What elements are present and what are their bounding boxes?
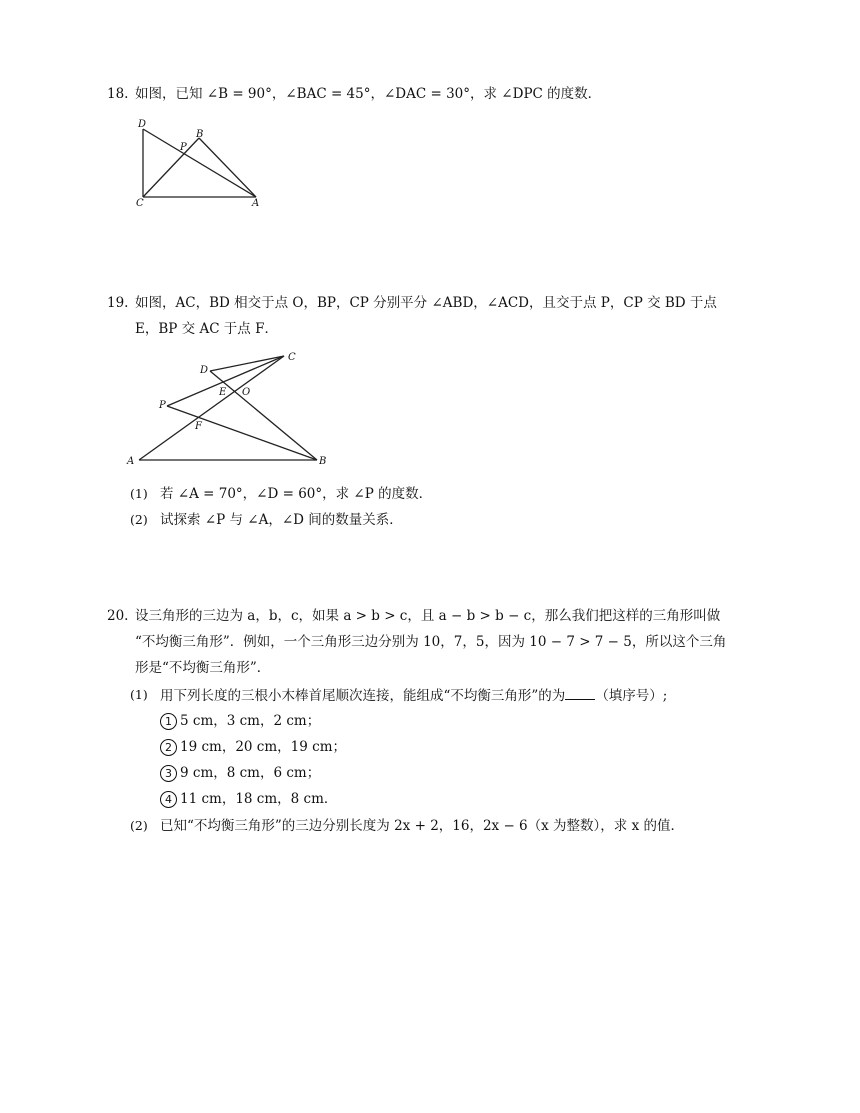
option-text: 9 cm，8 cm，6 cm； [180,765,321,781]
part-text: 若 ∠A = 70°，∠D = 60°，求 ∠P 的度数． [160,486,433,502]
question-text: 如图，已知 ∠B = 90°，∠BAC = 45°，∠DAC = 30°，求 ∠DPC 的度数． [135,86,602,102]
label-e: E [219,387,227,398]
part-text [160,686,667,705]
part-text-before: 用下列长度的三根小木棒首尾顺次连接，能组成“不均衡三角形”的为 [160,688,566,704]
question-text-line-2: E，BP 交 AC 于点 F． [135,321,278,337]
label-p: P [180,142,187,153]
part-text: 已知“不均衡三角形”的三边分别长度为 2x + 2，16，2x − 6（x 为整数），求 x 的值． [160,818,684,834]
option-text: 19 cm，20 cm，19 cm； [180,739,346,755]
label-p: P [159,400,166,411]
part-number: (1) [130,486,148,501]
label-d: D [138,119,147,130]
label-a: A [127,456,135,467]
label-b: B [319,456,327,467]
label-d: D [200,365,209,376]
question-number: 19. [107,295,129,311]
question-number: 18. [107,86,129,102]
label-c: C [136,198,144,209]
question-text-line-1: 设三角形的三边为 a，b，c，如果 a > b > c，且 a − b > b − c，那么我们把这样的三角形叫做 [135,608,721,624]
circled-number-icon: 1 [160,713,177,730]
option-item [160,764,320,782]
label-f: F [195,421,202,432]
question-text-line-3: 形是“不均衡三角形”． [135,660,271,676]
option-item [160,712,320,730]
figure-18 [130,114,270,210]
question-text-line-2: “不均衡三角形”．例如，一个三角形三边分别为 10，7，5，因为 10 − 7 > 7 − 5，所以这个三角 [135,634,727,650]
question-number: 20. [107,608,129,624]
part-text: 试探索 ∠P 与 ∠A，∠D 间的数量关系． [160,512,403,528]
circled-number-icon: 3 [160,765,177,782]
figure-19 [122,347,334,469]
option-item [160,790,337,808]
circled-number-icon: 2 [160,739,177,756]
label-o: O [242,387,251,398]
question-text-line-1: 如图，AC，BD 相交于点 O，BP，CP 分别平分 ∠ABD，∠ACD，且交于点 P，CP 交 BD 于点 [135,295,717,311]
label-a: A [252,198,260,209]
part-number: (2) [130,818,148,833]
part-text-after: （填序号）; [595,688,668,704]
answer-blank[interactable] [565,686,595,700]
part-number: (1) [130,687,148,702]
part-number: (2) [130,512,148,527]
label-c: C [288,352,296,363]
option-item [160,738,346,756]
option-text: 11 cm，18 cm，8 cm． [180,791,338,807]
label-b: B [196,129,204,140]
circled-number-icon: 4 [160,791,177,808]
option-text: 5 cm，3 cm，2 cm； [180,713,321,729]
